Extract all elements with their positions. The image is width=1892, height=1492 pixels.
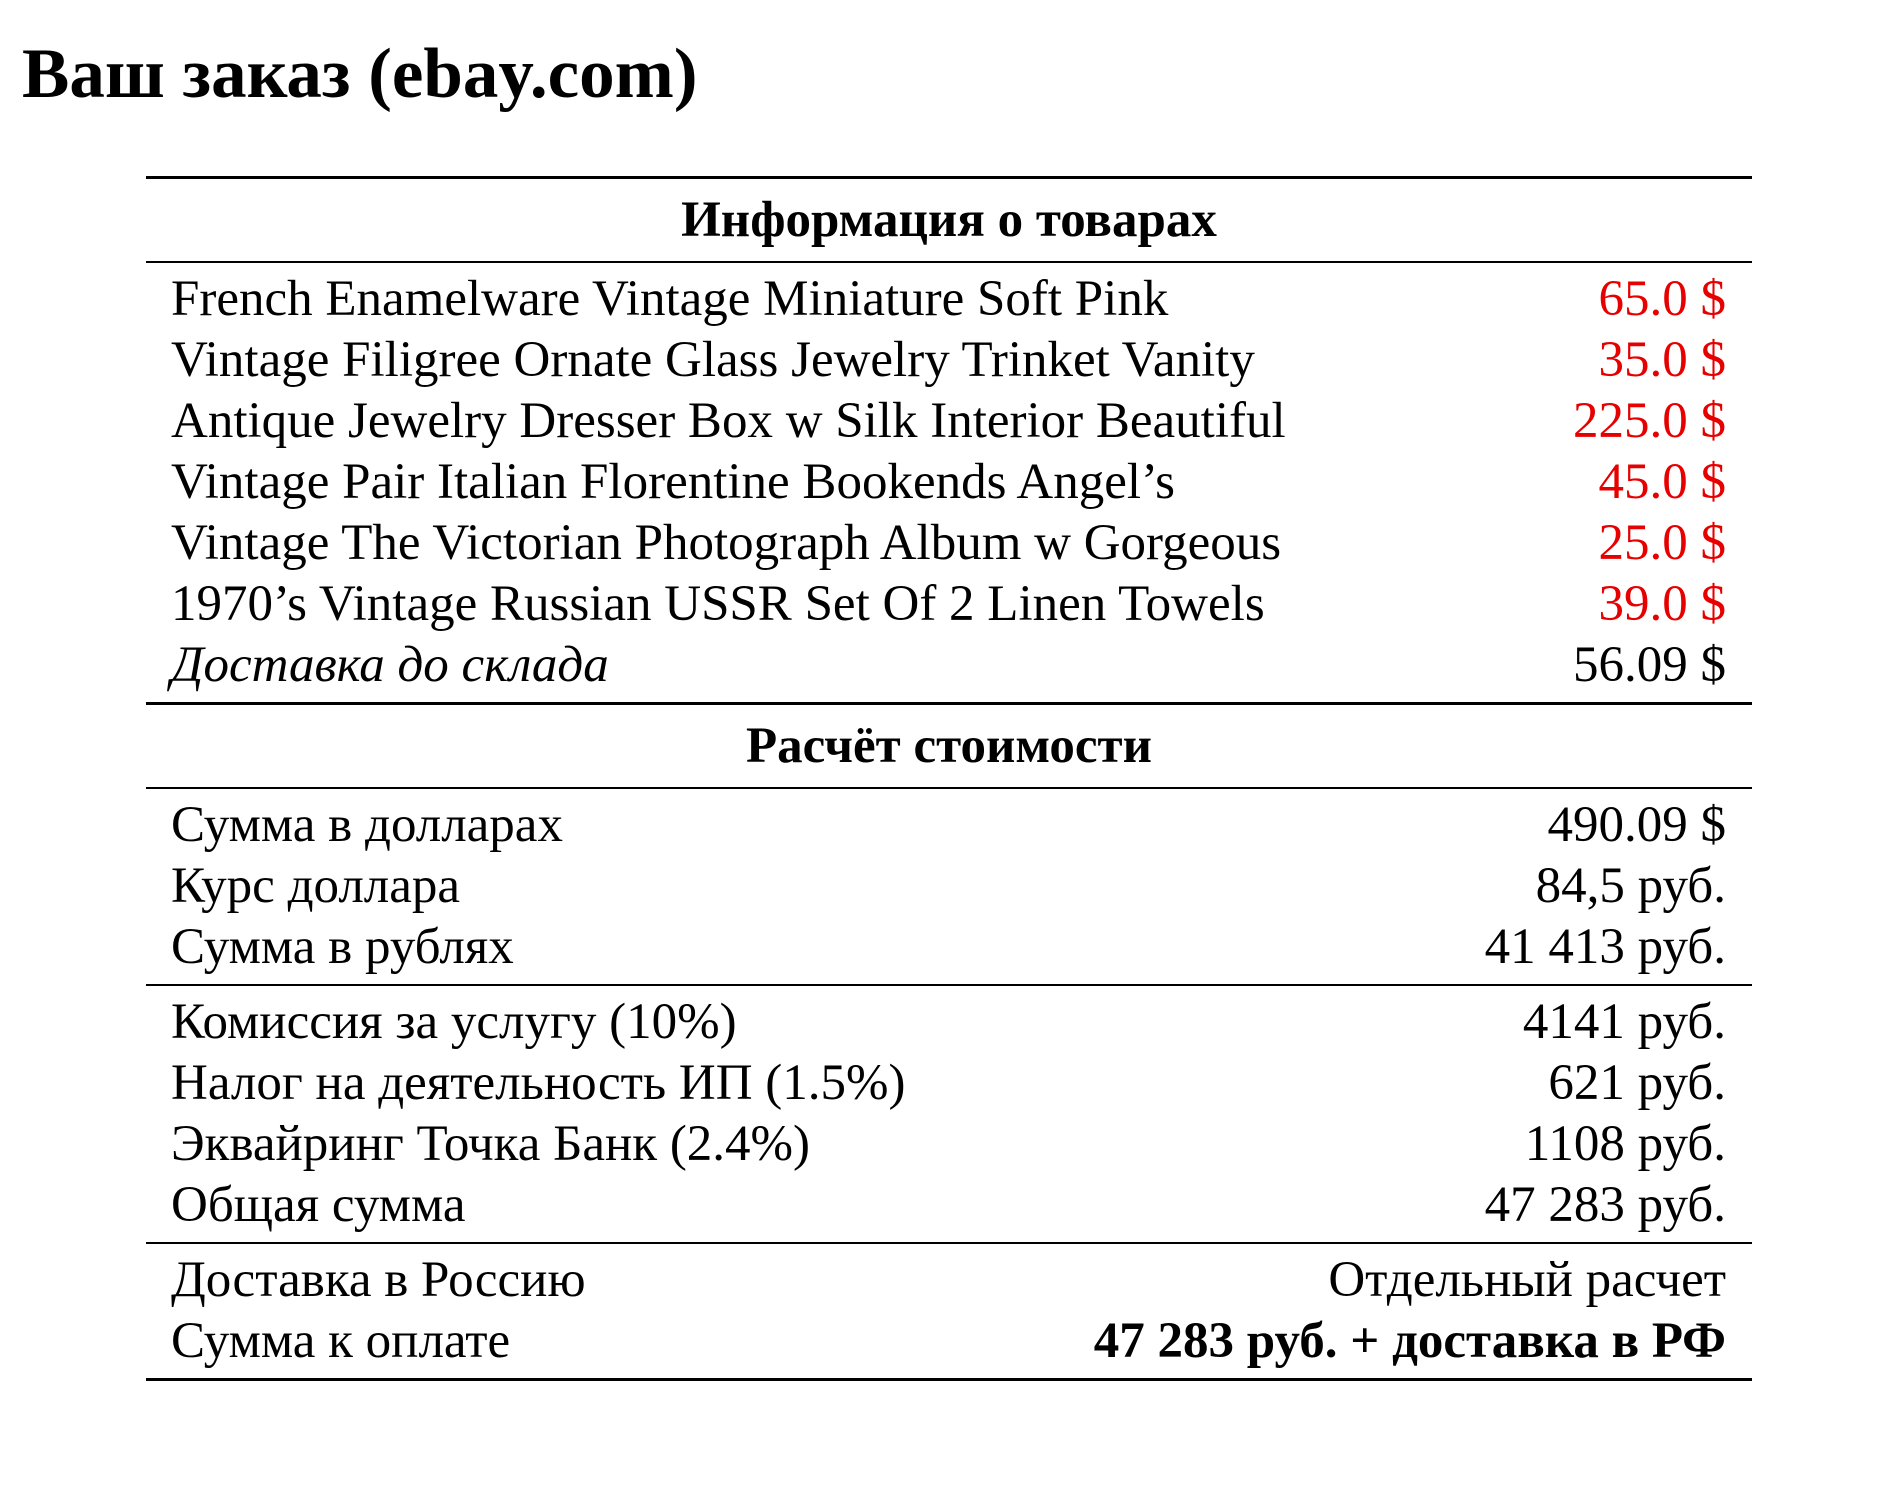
grand-total-row — [171, 1175, 1726, 1236]
item-price: 25.0 $ — [1598, 515, 1726, 571]
warehouse-delivery-value: 56.09 $ — [1573, 637, 1726, 693]
item-price: 45.0 $ — [1598, 454, 1726, 510]
rub-total-row — [171, 917, 1726, 978]
warehouse-delivery-label: Доставка до склада — [171, 637, 609, 693]
usd-total-row — [171, 795, 1726, 856]
page-title: Ваш заказ (ebay.com) — [22, 35, 698, 113]
usd-total-label: Сумма в долларах — [171, 797, 563, 853]
item-row — [171, 513, 1726, 574]
russia-delivery-row — [171, 1250, 1726, 1311]
item-row — [171, 574, 1726, 635]
item-price: 35.0 $ — [1598, 332, 1726, 388]
amount-due-row — [171, 1311, 1726, 1372]
tax-value: 621 руб. — [1548, 1055, 1726, 1111]
amount-due-value: 47 283 руб. + доставка в РФ — [1093, 1313, 1726, 1369]
acquiring-value: 1108 руб. — [1524, 1116, 1726, 1172]
exchange-rate-row — [171, 856, 1726, 917]
service-fee-label: Комиссия за услугу (10%) — [171, 994, 737, 1050]
item-name: Vintage The Victorian Photograph Album w Gorgeous — [171, 515, 1282, 571]
item-row — [171, 330, 1726, 391]
russia-delivery-value: Отдельный расчет — [1328, 1252, 1726, 1308]
acquiring-row — [171, 1114, 1726, 1175]
rub-total-value: 41 413 руб. — [1484, 919, 1726, 975]
amount-due-label: Сумма к оплате — [171, 1313, 511, 1369]
rub-total-label: Сумма в рублях — [171, 919, 514, 975]
exchange-rate-value: 84,5 руб. — [1535, 858, 1726, 914]
item-price: 65.0 $ — [1598, 271, 1726, 327]
item-name: Vintage Pair Italian Florentine Bookends Angel’s — [171, 454, 1176, 510]
final-list — [146, 1244, 1752, 1378]
acquiring-label: Эквайринг Точка Банк (2.4%) — [171, 1116, 811, 1172]
items-list — [146, 263, 1752, 702]
item-name: Vintage Filigree Ornate Glass Jewelry Trinket Vanity — [171, 332, 1255, 388]
service-fee-row — [171, 992, 1726, 1053]
item-price: 225.0 $ — [1573, 393, 1726, 449]
item-row — [171, 391, 1726, 452]
calc-section-header: Расчёт стоимости — [745, 718, 1152, 774]
warehouse-delivery-row — [171, 635, 1726, 696]
tax-label: Налог на деятельность ИП (1.5%) — [171, 1055, 906, 1111]
conversion-list — [146, 789, 1752, 984]
tax-row — [171, 1053, 1726, 1114]
grand-total-label: Общая сумма — [171, 1177, 466, 1233]
item-row — [171, 452, 1726, 513]
bottom-rule — [146, 1378, 1752, 1381]
grand-total-value: 47 283 руб. — [1484, 1177, 1726, 1233]
service-fee-value: 4141 руб. — [1522, 994, 1726, 1050]
fees-list — [146, 986, 1752, 1242]
usd-total-value: 490.09 $ — [1547, 797, 1726, 853]
exchange-rate-label: Курс доллара — [171, 858, 461, 914]
item-price: 39.0 $ — [1598, 576, 1726, 632]
items-section-header: Информация о товарах — [681, 192, 1217, 248]
item-name: French Enamelware Vintage Miniature Soft Pink — [171, 271, 1169, 327]
item-name: 1970’s Vintage Russian USSR Set Of 2 Linen Towels — [171, 576, 1265, 632]
item-name: Antique Jewelry Dresser Box w Silk Interior Beautiful — [171, 393, 1286, 449]
item-row — [171, 269, 1726, 330]
order-summary-table — [146, 176, 1752, 1381]
russia-delivery-label: Доставка в Россию — [171, 1252, 586, 1308]
